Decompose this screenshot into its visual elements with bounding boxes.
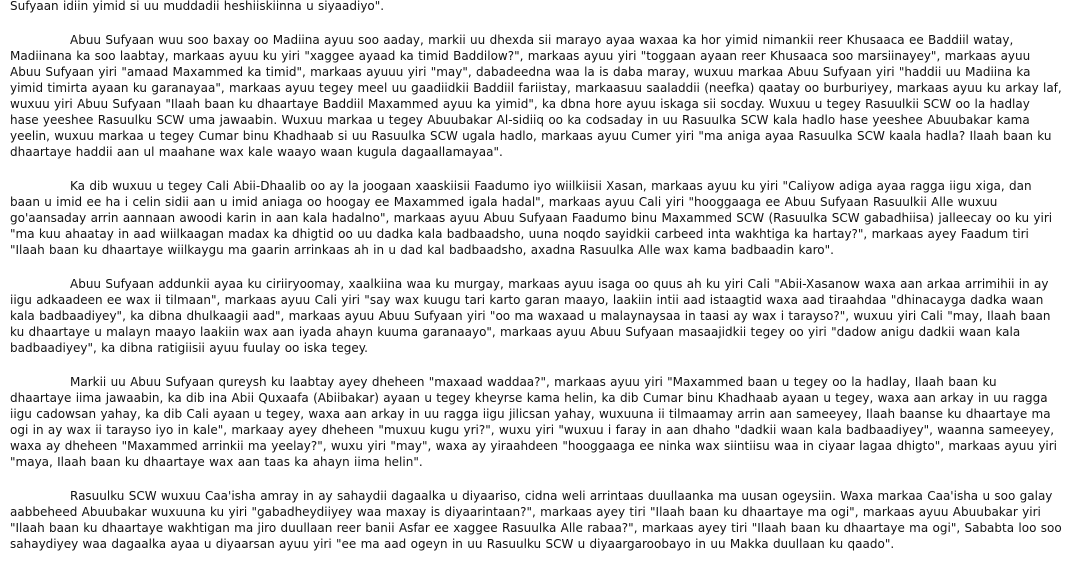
paragraph-3: Ka dib wuxuu u tegey Cali Abii-Dhaalib oo ay la joogaan xaaskiisii Faadumo iyo wiilkiisii Xasan, markaas ayuu ku yiri "Caliyow adiga ayaa ragga iigu xiga, dan baan u imid ee ha i celin sidii aan u imid aniaga oo hoogay ee Maxammed igala hadal", markaas ayuu Cali yiri "hooggaaga ee Abuu Sufyaan Rasuulkii Alle wuxuu go'aansaday arrin aannaan awoodi karin in aan kala hadalno", markaas ayuu Abuu Sufyaan Faadumo binu Maxammed SCW (Rasuulka SCW gabadhiisa) jalleecay oo ku yiri "ma kuu ahaatay in aad wiilkaagan madax ka dhigtid oo uu dadka kala badbaadsho, uuna noqdo sayidkii carbeed inta wakhtiga ka hartay?", markaas ayey Faadum tiri "Ilaah baan ku dhaartaye wiilkaygu ma gaarin arrinkaas ah in u dad kal badbaadsho, axadna Rasuulka Alle wax kama badbaadin karo".: [10, 179, 1053, 257]
paragraph-5: Markii uu Abuu Sufyaan qureysh ku laabtay ayey dheheen "maxaad waddaa?", markaas ayuu yiri "Maxammed baan u tegey oo la hadlay, Ilaah baan ku dhaartaye iima jawaabin, ka dib ina Abii Quxaafa (Abiibakar) ayaan u tegey kheyrse kama helin, ka dib Cumar binu Khadhaab ayaan u tegey, waxa aan arkay in uu ragga iigu cadowsan yahay, ka dib Cali ayaan u tegey, waxa aan arkay in uu ragga iigu jilicsan yahay, wuxuuna ii tilmaamay arrin aan sameeyey, Ilaah baanse ku dhaartaye ma ogi in ay wax ii tarayso iyo in kale", markaay ayey dheheen "muxuu kugu yri?", wuxu yiri "wuxuu i faray in aan dhaho "dadkii waan kala badbaadiyey", waanna sameeyey, waxa ay dheheen "Maxammed arrinkii ma yeelay?", wuxu yiri "may", waxa ay yiraahdeen "hooggaaga ee ninka wax siintiisu waa in ciyaar lagaa dhigto", markaas ayuu yiri "maya, Ilaah baan ku dhaartaye wax aan taas ka ahayn iima helin".: [10, 375, 1058, 469]
document-body: [10, 0, 1062, 570]
paragraph-6: Rasuulku SCW wuxuu Caa'isha amray in ay sahaydii dagaalka u diyaariso, cidna weli arrintaas duullaanka ma uusan ogeysiin. Waxa markaa Caa'isha u soo galay aabbeheed Abuubakar wuxuuna ku yiri "gabadheydiiyey waa maxay is diyaarintaan?", markaas ayey tiri "Ilaah baan ku dhaartaye ma ogi", markaas ayuu Abuubakar yiri "Ilaah baan ku dhaartaye wakhtigan ma jiro duullaan reer banii Asfar ee xaggee Rasuulka Alle rabaa?", markaas ayey tiri "Ilaah baan ku dhaartaye ma ogi", Sababta loo soo sahaydiyey waa dagaalka ayaa u diyaarsan ayuu yiri "ee ma aad ogeyn in uu Rasuulku SCW u diyaargaroobayo in uu Makka duullaan ku qaado".: [10, 489, 1062, 551]
paragraph-1: Sufyaan idiin yimid si uu muddadii heshiiskiinna u siyaadiyo".: [10, 0, 385, 13]
paragraph-2: Abuu Sufyaan wuu soo baxay oo Madiina ayuu soo aaday, markii uu dhexda sii marayo ayaa waxaa ka hor yimid nimankii reer Khusaaca ee Baddiil watay, Madiinana ka soo laabtay, markaas ayuu ku yiri "xaggee ayaad ka timid Baddilow?", markaas ayuu yiri "toggaan ayaan reer Khusaaca soo marsiinayey", markaas ayuu Abuu Sufyaan yiri "amaad Maxammed ka timid", markaas ayuuu yiri "may", dabadeedna waa la is daba maray, wuxuu markaa Abuu Sufyaan yiri "haddii uu Madiina ka yimid timirta ayaan ku garanayaa", markaas ayuu tegey meel uu gaadiidkii Baddiil fariistay, markaasuu saaladdii (neefka) qaatay oo burburiyey, markaas ayuu ku arkay laf, wuxuu yiri Abuu Sufyaan "Ilaah baan ku dhaartaye Baddiil Maxammed ayuu ka yimid", ka dbna hore ayuu iskaga sii socday. Wuxuu u tegey Rasuulkii SCW oo la hadlay hase yeeshee Rasuulku SCW uma jawaabin. Wuxuu markaa u tegey Abuubakar Al-sidiiq oo ka codsaday in uu Rasuulka SCW kala hadlo hase yeeshee Abuubakar kama yeelin, wuxuu markaa u tegey Cumar binu Khadhaab si uu Rasuulka SCW ugala hadlo, markaas ayuu Cumer yiri "ma aniga ayaa Rasuulka SCW kaala hadla? Ilaah baan ku dhaartaye haddii aan ul maahane wax kale waayo waan kugula dagaallamayaa".: [10, 33, 1062, 159]
paragraph-4: Abuu Sufyaan addunkii ayaa ku ciriiryoomay, xaalkiina waa ku murgay, markaas ayuu isaga oo quus ah ku yiri Cali "Abii-Xasanow waxa aan arkaa arrimihii in ay iigu adkaadeen ee wax ii tilmaan", markaas ayuu Cali yiri "say wax kuugu tari karto garan maayo, laakiin intii aad istaagtid waxa aad tiraahdaa "dhinacayga dadka waan kala badbaadiyey", ka dibna dhulkaagii aad", markaas ayuu Abuu Sufyaan yiri "oo ma waxaad u malaynaysaa in taasi ay wax i tarayso?", wuxuu yiri Cali "may, Ilaah baan ku dhaartaye u malayn maayo laakiin wax aan iyada ahayn kuuma garanaayo", markaas ayuu Abuu Sufyaan masaajidkii tegey oo yiri "dadow anigu dadkii waan kala badbaadiyey", ka dibna ratigiisii ayuu fuulay oo iska tegey.: [10, 277, 1051, 355]
